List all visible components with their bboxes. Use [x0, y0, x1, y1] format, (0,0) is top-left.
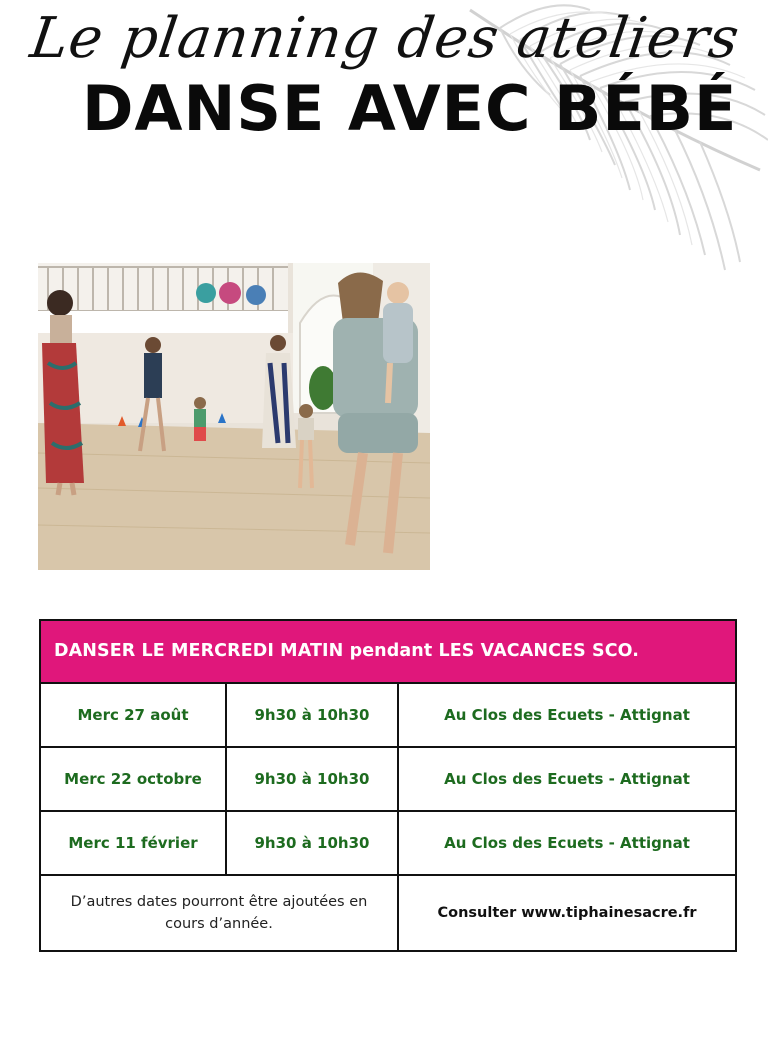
page-title: DANSE AVEC BÉBÉ	[82, 72, 738, 145]
time-cell: 9h30 à 10h30	[227, 748, 399, 810]
place-cell: Au Clos des Ecuets - Attignat	[444, 770, 690, 788]
script-title: Le planning des ateliers	[26, 6, 744, 71]
schedule-banner: DANSER LE MERCREDI MATIN pendant LES VACANCES SCO.	[41, 621, 735, 684]
table-row	[41, 748, 735, 812]
date-cell: Merc 22 octobre	[41, 748, 227, 810]
date-cell: Merc 27 août	[41, 684, 227, 746]
place-cell: Au Clos des Ecuets - Attignat	[444, 706, 690, 724]
date-cell: Merc 11 février	[41, 812, 227, 874]
place-cell: Au Clos des Ecuets - Attignat	[444, 834, 690, 852]
table-row	[41, 684, 735, 748]
dance-class-photo	[38, 263, 430, 570]
time-cell: 9h30 à 10h30	[227, 684, 399, 746]
footer-row	[41, 876, 735, 950]
extra-dates-note: D’autres dates pourront être ajoutées en cours d’année.	[41, 876, 399, 950]
website-link[interactable]: Consulter www.tiphainesacre.fr	[437, 905, 697, 921]
schedule-table	[39, 619, 737, 952]
table-row	[41, 812, 735, 876]
time-cell: 9h30 à 10h30	[227, 812, 399, 874]
